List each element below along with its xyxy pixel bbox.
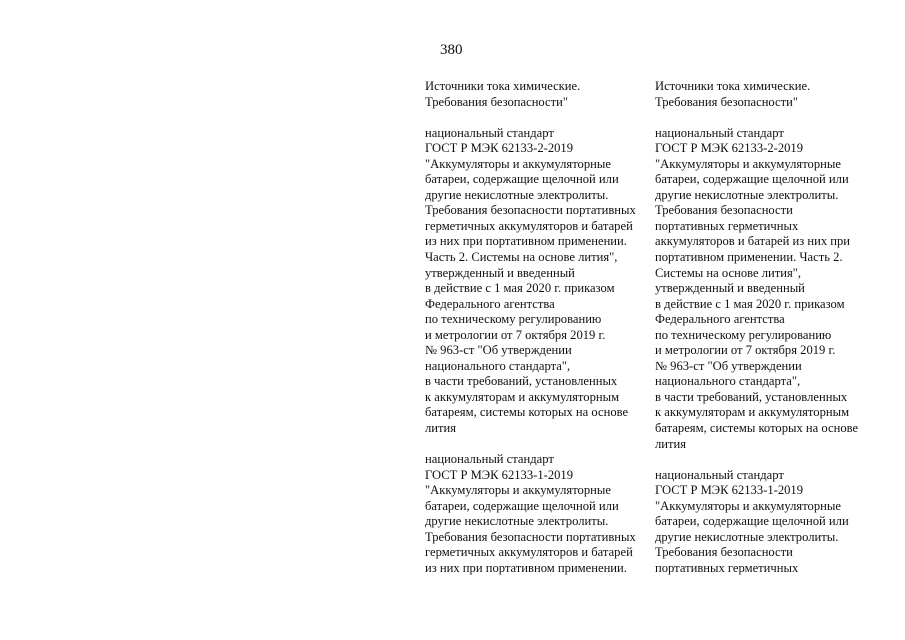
right-column bbox=[655, 79, 885, 577]
text-line: в части требований, установленных bbox=[655, 389, 848, 404]
text-line: ГОСТ Р МЭК 62133-2-2019 bbox=[425, 141, 574, 156]
text-line: Требования безопасности bbox=[655, 545, 793, 560]
text-line: из них при портативном применении. bbox=[425, 234, 627, 249]
text-line: "Аккумуляторы и аккумуляторные bbox=[655, 498, 841, 513]
text-line: национального стандарта", bbox=[425, 358, 571, 373]
paragraph-gap bbox=[655, 452, 885, 468]
text-line: ГОСТ Р МЭК 62133-2-2019 bbox=[655, 141, 804, 156]
text-line: другие некислотные электролиты. bbox=[655, 187, 839, 202]
text-line: "Аккумуляторы и аккумуляторные bbox=[425, 156, 611, 171]
text-line: ГОСТ Р МЭК 62133-1-2019 bbox=[655, 483, 804, 498]
text-line: герметичных аккумуляторов и батарей bbox=[425, 545, 633, 560]
text-line: Федерального агентства bbox=[425, 296, 555, 311]
text-line: батареи, содержащие щелочной или bbox=[425, 498, 619, 513]
text-line: национальный стандарт bbox=[655, 125, 784, 140]
text-line: Требования безопасности портативных bbox=[425, 203, 636, 218]
text-line: утвержденный и введенный bbox=[655, 281, 805, 296]
text-line: Требования безопасности bbox=[655, 203, 793, 218]
text-line: аккумуляторов и батарей из них при bbox=[655, 234, 851, 249]
text-line: "Аккумуляторы и аккумуляторные bbox=[655, 156, 841, 171]
text-line: Федерального агентства bbox=[655, 312, 785, 327]
text-line: лития bbox=[425, 421, 457, 436]
text-line: другие некислотные электролиты. bbox=[655, 529, 839, 544]
text-line: Источники тока химические. bbox=[425, 79, 581, 93]
text-line: герметичных аккумуляторов и батарей bbox=[425, 218, 633, 233]
text-line: ГОСТ Р МЭК 62133-1-2019 bbox=[425, 467, 574, 482]
text-line: в действие с 1 мая 2020 г. приказом bbox=[655, 296, 845, 311]
left-column bbox=[425, 79, 640, 577]
text-line: № 963-ст "Об утверждении bbox=[425, 343, 572, 358]
text-line: другие некислотные электролиты. bbox=[425, 514, 609, 529]
text-line: в части требований, установленных bbox=[425, 374, 618, 389]
text-line: Требования безопасности" bbox=[425, 94, 569, 109]
text-line: № 963-ст "Об утверждении bbox=[655, 358, 802, 373]
text-line: национального стандарта", bbox=[655, 374, 801, 389]
text-line: и метрологии от 7 октября 2019 г. bbox=[425, 327, 606, 342]
paragraph-gap bbox=[655, 110, 885, 126]
text-line: из них при портативном применении. bbox=[425, 560, 627, 575]
text-line: в действие с 1 мая 2020 г. приказом bbox=[425, 281, 615, 296]
text-line: к аккумуляторам и аккумуляторным bbox=[655, 405, 850, 420]
text-line: Требования безопасности портативных bbox=[425, 529, 636, 544]
text-line: батареи, содержащие щелочной или bbox=[655, 514, 849, 529]
text-line: портативном применении. Часть 2. bbox=[655, 250, 843, 265]
text-line: национальный стандарт bbox=[655, 467, 784, 482]
page-number: 380 bbox=[440, 42, 463, 58]
text-line: портативных герметичных bbox=[655, 218, 799, 233]
text-line: Системы на основе лития", bbox=[655, 265, 802, 280]
text-line: Источники тока химические. bbox=[655, 79, 811, 93]
text-line: лития bbox=[655, 436, 687, 451]
text-line: национальный стандарт bbox=[425, 452, 554, 467]
text-line: и метрологии от 7 октября 2019 г. bbox=[655, 343, 836, 358]
paragraph-gap bbox=[425, 110, 640, 126]
text-line: батареи, содержащие щелочной или bbox=[425, 172, 619, 187]
paragraph-gap bbox=[425, 437, 640, 453]
text-line: утвержденный и введенный bbox=[425, 265, 575, 280]
text-line: Требования безопасности" bbox=[655, 94, 799, 109]
text-line: портативных герметичных bbox=[655, 560, 799, 575]
text-line: батареи, содержащие щелочной или bbox=[655, 172, 849, 187]
text-line: другие некислотные электролиты. bbox=[425, 187, 609, 202]
text-line: по техническому регулированию bbox=[655, 327, 832, 342]
text-line: батареям, системы которых на основе bbox=[655, 421, 859, 436]
text-line: "Аккумуляторы и аккумуляторные bbox=[425, 483, 611, 498]
text-line: по техническому регулированию bbox=[425, 312, 602, 327]
text-line: Часть 2. Системы на основе лития", bbox=[425, 250, 618, 265]
text-line: национальный стандарт bbox=[425, 125, 554, 140]
text-line: батареям, системы которых на основе bbox=[425, 405, 629, 420]
text-line: к аккумуляторам и аккумуляторным bbox=[425, 389, 620, 404]
